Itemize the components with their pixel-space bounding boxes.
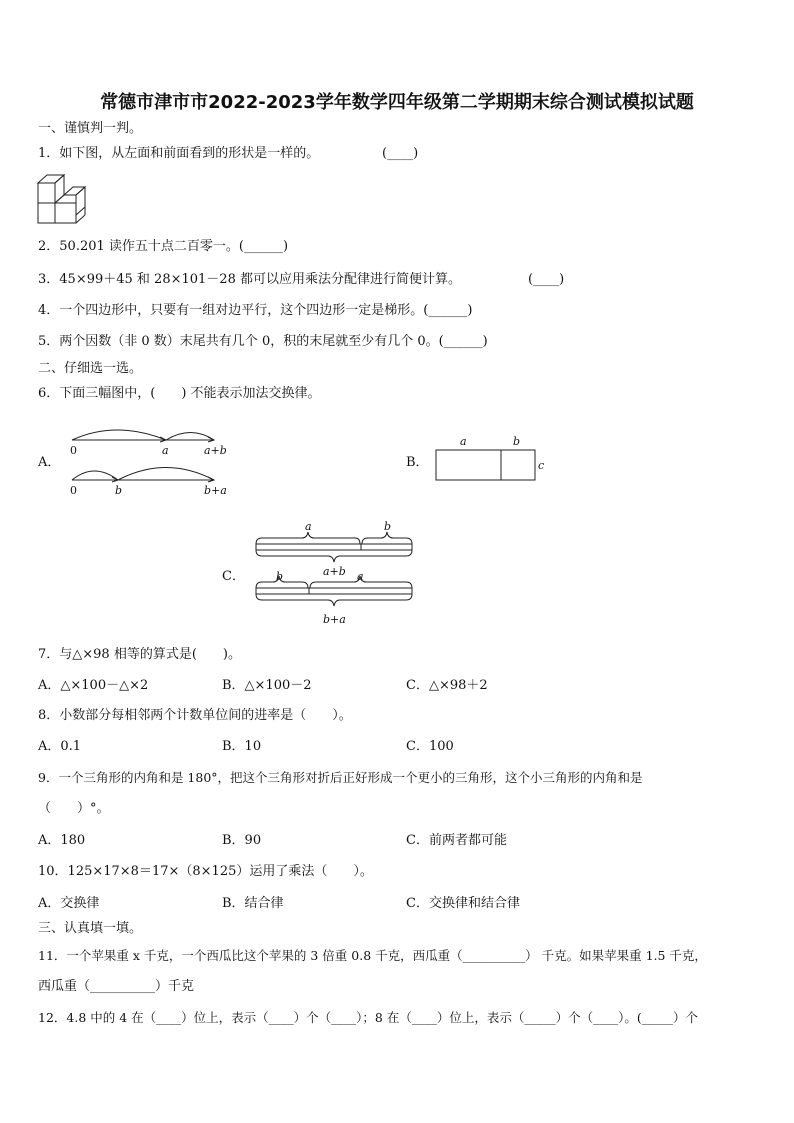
label-a-bottom: a xyxy=(357,570,364,583)
question-9-option-c[interactable]: C．前两者都可能 xyxy=(406,833,507,848)
question-3: 3．45×99＋45 和 28×101－28 都可以应用乘法分配律进行简便计算。 xyxy=(38,272,461,287)
label-zero-2: 0 xyxy=(70,484,77,497)
question-10-option-b[interactable]: B．结合律 xyxy=(222,896,284,911)
question-10: 10．125×17×8＝17×（8×125）运用了乘法（ ）。 xyxy=(38,864,373,879)
label-a: a xyxy=(162,444,169,457)
label-b: b xyxy=(115,484,123,497)
label-b: b xyxy=(513,435,521,448)
label-zero-1: 0 xyxy=(70,444,77,457)
page-title: 常德市津市市2022-2023学年数学四年级第二学期期末综合测试模拟试题 xyxy=(100,92,694,113)
question-7-option-a[interactable]: A．△×100－△×2 xyxy=(38,678,149,693)
question-7-option-c[interactable]: C．△×98＋2 xyxy=(406,678,488,693)
label-b-bottom: b xyxy=(276,570,284,583)
question-8-option-c[interactable]: C．100 xyxy=(406,739,454,754)
question-11-line-1: 11．一个苹果重 x 千克，一个西瓜比这个苹果的 3 倍重 0.8 千克，西瓜重（__________） 千克。如果苹果重 1.5 千克， xyxy=(38,948,707,963)
number-line-figure-a xyxy=(66,420,246,500)
rectangle-figure-b xyxy=(434,432,554,484)
label-a-plus-b: a+b xyxy=(204,444,227,457)
question-9-line-2: （ ）°。 xyxy=(38,801,110,816)
segment-figure-c xyxy=(250,518,420,630)
label-a-top: a xyxy=(305,520,312,533)
question-10-option-c[interactable]: C．交换律和结合律 xyxy=(406,896,520,911)
question-5: 5．两个因数（非 0 数）末尾共有几个 0，积的末尾就至少有几个 0。(______) xyxy=(38,334,488,349)
question-4: 4．一个四边形中，只要有一组对边平行，这个四边形一定是梯形。(______) xyxy=(38,303,473,318)
label-c: c xyxy=(538,459,545,472)
question-3-answer-blank[interactable]: (____) xyxy=(528,272,565,287)
question-6: 6．下面三幅图中，( ) 不能表示加法交换律。 xyxy=(38,386,321,401)
question-10-option-a[interactable]: A．交换律 xyxy=(38,896,100,911)
label-b-plus-a: b+a xyxy=(204,484,227,497)
question-9-option-b[interactable]: B．90 xyxy=(222,833,262,848)
cube-stack-figure xyxy=(36,172,88,226)
option-c-label: C． xyxy=(222,569,245,584)
question-9-option-a[interactable]: A．180 xyxy=(38,833,86,848)
section-heading-1: 一、谨慎判一判。 xyxy=(38,121,143,136)
label-a-plus-b: a+b xyxy=(323,565,346,578)
option-a-label: A． xyxy=(38,455,61,470)
question-11-line-2: 西瓜重（__________）千克 xyxy=(38,979,195,994)
question-1-answer-blank[interactable]: (____) xyxy=(382,146,419,161)
label-b-plus-a: b+a xyxy=(323,613,346,626)
label-b-top: b xyxy=(384,520,392,533)
question-8-option-b[interactable]: B．10 xyxy=(222,739,262,754)
question-2: 2．50.201 读作五十点二百零一。(______) xyxy=(38,239,289,254)
section-heading-3: 三、认真填一填。 xyxy=(38,921,143,936)
question-8: 8．小数部分每相邻两个计数单位间的进率是（ ）。 xyxy=(38,708,352,723)
option-b-label: B． xyxy=(406,455,429,470)
question-8-option-a[interactable]: A．0.1 xyxy=(38,739,82,754)
section-heading-2: 二、仔细选一选。 xyxy=(38,361,143,376)
question-1: 1．如下图，从左面和前面看到的形状是一样的。 xyxy=(38,146,320,161)
question-7-option-b[interactable]: B．△×100－2 xyxy=(222,678,312,693)
question-12: 12．4.8 中的 4 在（____）位上，表示（____）个（____）；8 在（____）位上，表示（_____）个（____）。(_____）个 xyxy=(38,1010,698,1025)
question-7: 7．与△×98 相等的算式是( )。 xyxy=(38,647,241,662)
label-a: a xyxy=(460,435,467,448)
question-9-line-1: 9．一个三角形的内角和是 180°，把这个三角形对折后正好形成一个更小的三角形，这个小三角形的内角和是 xyxy=(38,770,643,785)
